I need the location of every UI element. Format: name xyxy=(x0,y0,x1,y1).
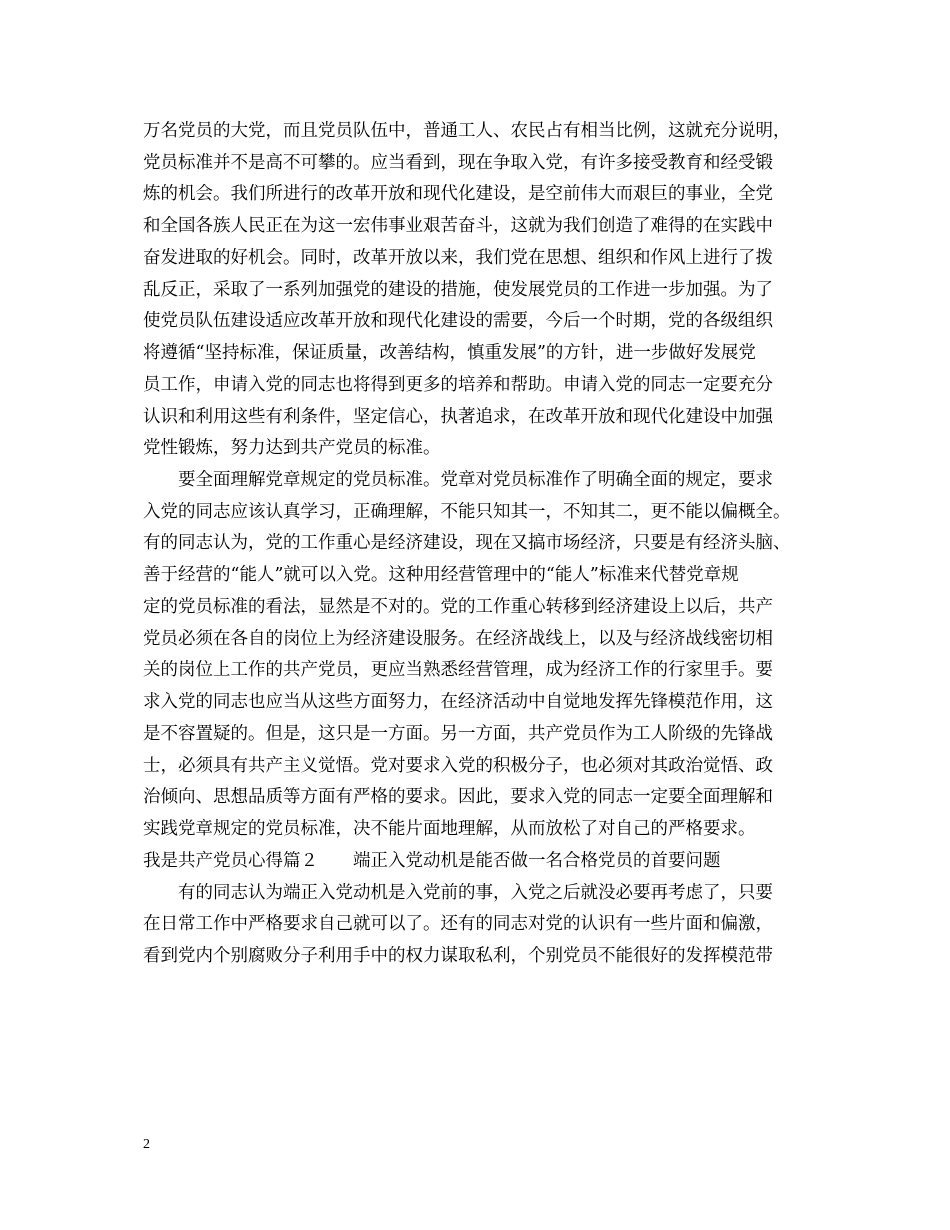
page-number: 2 xyxy=(143,1137,150,1152)
text-line: 炼的机会。我们所进行的改革开放和现代化建设，是空前伟大而艰巨的事业，全党 xyxy=(143,184,773,205)
text-line: 有的同志认为端正入党动机是入党前的事，入党之后就没必要再考虑了，只要 xyxy=(143,882,773,903)
text-line: 使党员队伍建设适应改革开放和现代化建设的需要，今后一个时期，党的各级组织 xyxy=(143,311,773,332)
text-line: 看到党内个别腐败分子利用手中的权力谋取私利，个别党员不能很好的发挥模范带 xyxy=(143,945,773,966)
text-line: 党员标准并不是高不可攀的。应当看到，现在争取入党，有许多接受教育和经受锻 xyxy=(143,152,773,173)
text-line: 在日常工作中严格要求自己就可以了。还有的同志对党的认识有一些片面和偏激， xyxy=(143,914,773,935)
text-line: 认识和利用这些有利条件，坚定信心，执著追求，在改革开放和现代化建设中加强 xyxy=(143,406,773,427)
text-line: 治倾向、思想品质等方面有严格的要求。因此，要求入党的同志一定要全面理解和 xyxy=(143,787,773,808)
text-line: 要全面理解党章规定的党员标准。党章对党员标准作了明确全面的规定，要求 xyxy=(143,470,773,491)
text-line: 有的同志认为，党的工作重心是经济建设，现在又搞市场经济，只要是有经济头脑、 xyxy=(143,533,791,554)
text-line: 将遵循“坚持标准，保证质量，改善结构，慎重发展”的方针，进一步做好发展党 xyxy=(143,343,756,364)
text-line: 员工作，申请入党的同志也将得到更多的培养和帮助。申请入党的同志一定要充分 xyxy=(143,374,773,395)
text-line: 求入党的同志也应当从这些方面努力，在经济活动中自觉地发挥先锋模范作用，这 xyxy=(143,692,773,713)
text-line: 乱反正，采取了一系列加强党的建设的措施，使发展党员的工作进一步加强。为了 xyxy=(143,279,773,300)
text-line: 善于经营的“能人”就可以入党。这种用经营管理中的“能人”标准来代替党章规 xyxy=(143,565,739,586)
text-line: 奋发进取的好机会。同时，改革开放以来，我们党在思想、组织和作风上进行了拨 xyxy=(143,247,773,268)
text-line: 党性锻炼，努力达到共产党员的标准。 xyxy=(143,438,441,459)
text-line: 和全国各族人民正在为这一宏伟事业艰苦奋斗，这就为我们创造了难得的在实践中 xyxy=(143,216,773,237)
text-line: 党员必须在各自的岗位上为经济建设服务。在经济战线上，以及与经济战线密切相 xyxy=(143,628,773,649)
text-line: 是不容置疑的。但是，这只是一方面。另一方面，共产党员作为工人阶级的先锋战 xyxy=(143,723,773,744)
text-line: 定的党员标准的看法，显然是不对的。党的工作重心转移到经济建设上以后，共产 xyxy=(143,596,773,617)
text-line: 实践党章规定的党员标准，决不能片面地理解，从而放松了对自己的严格要求。 xyxy=(143,819,756,840)
text-line: 士，必须具有共产主义觉悟。党对要求入党的积极分子，也必须对其政治觉悟、政 xyxy=(143,755,773,776)
text-line: 关的岗位上工作的共产党员，更应当熟悉经营管理，成为经济工作的行家里手。要 xyxy=(143,660,773,681)
text-line: 万名党员的大党，而且党员队伍中，普通工人、农民占有相当比例，这就充分说明， xyxy=(143,121,791,141)
text-line: 我是共产党员心得篇２ 端正入党动机是能否做一名合格党员的首要问题 xyxy=(143,850,721,871)
text-line: 入党的同志应该认真学习，正确理解，不能只知其一，不知其二，更不能以偏概全。 xyxy=(143,501,791,522)
